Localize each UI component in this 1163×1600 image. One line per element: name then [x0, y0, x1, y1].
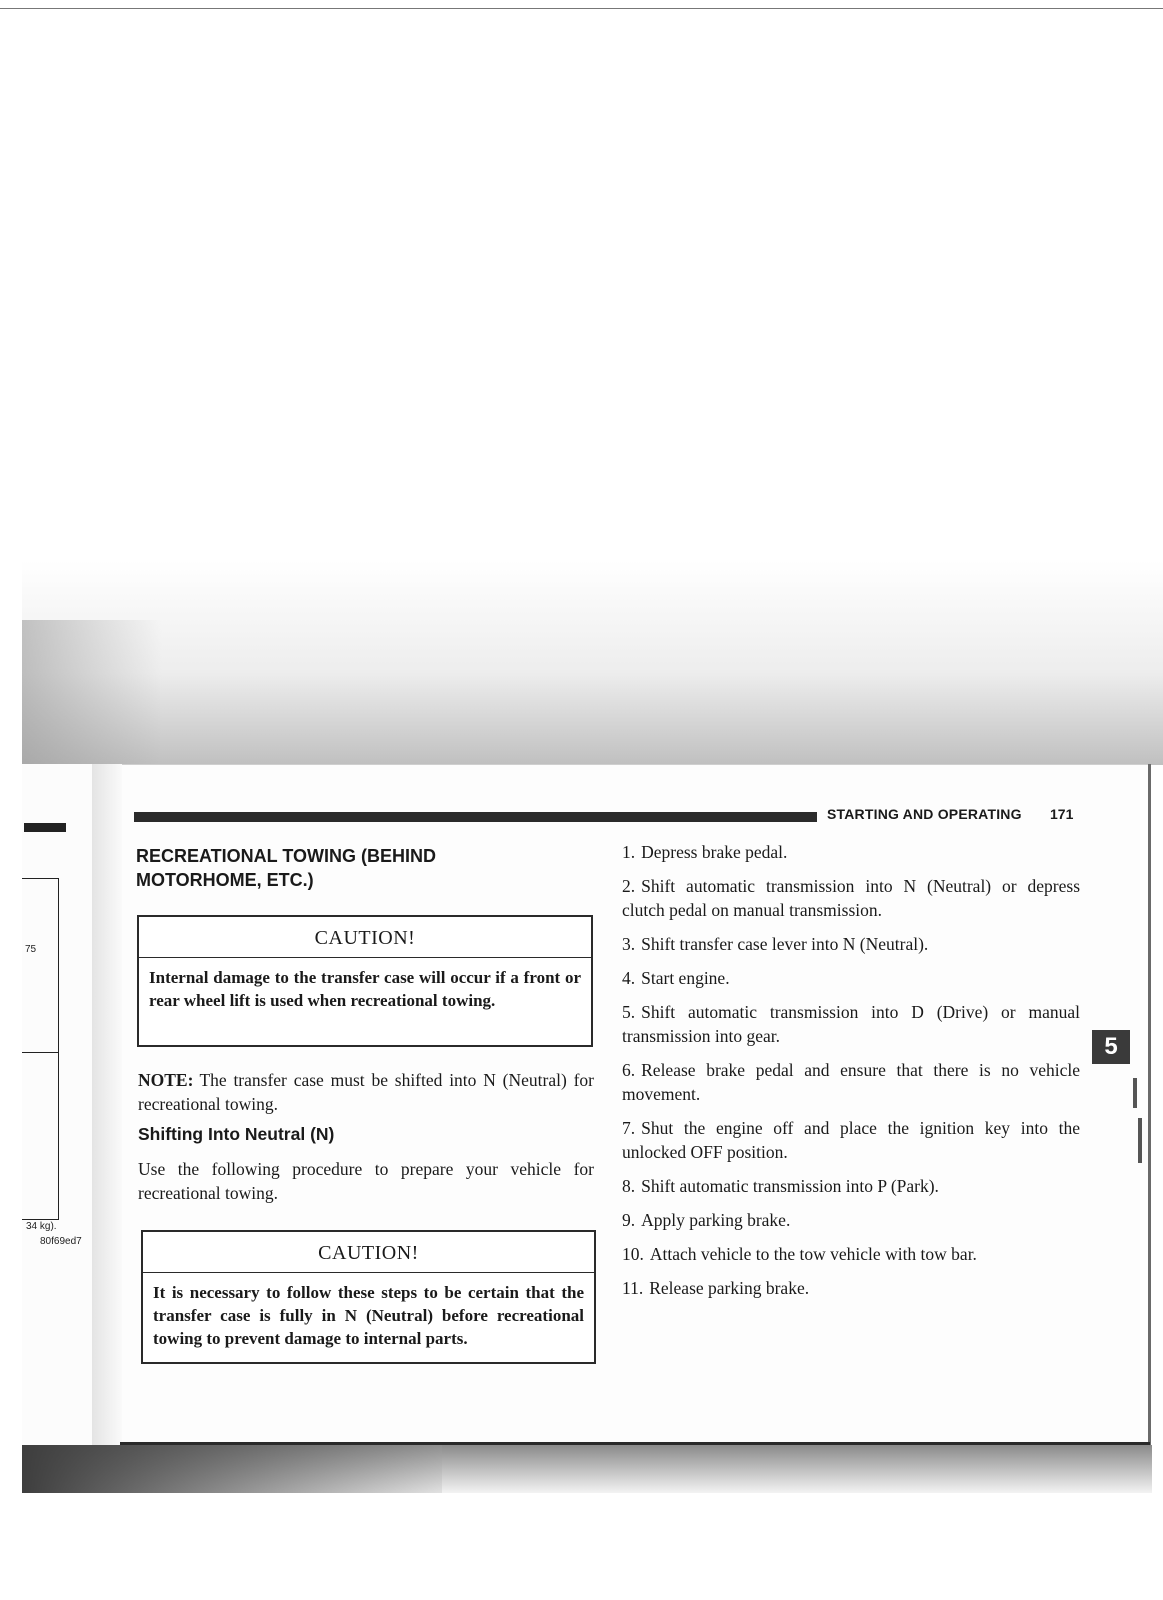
step-text: Shut the engine off and place the ignition key into the unlocked OFF position.: [622, 1118, 1080, 1162]
step-text: Release parking brake.: [649, 1278, 810, 1298]
step-number: 9.: [622, 1210, 636, 1230]
step-number: 1.: [622, 842, 636, 862]
scan-smudge: [1133, 1078, 1137, 1108]
previous-page-figure-line: [22, 1052, 58, 1053]
step-number: 7.: [622, 1118, 636, 1138]
step-text: Shift automatic transmission into P (Park).: [641, 1176, 939, 1196]
previous-page-header-bar: [24, 823, 66, 832]
procedure-steps-list: [622, 840, 1080, 1310]
step-text: Start engine.: [641, 968, 730, 988]
note-text: The transfer case must be shifted into N (Neutral) for recreational towing.: [138, 1070, 594, 1114]
chapter-tab: 5: [1092, 1030, 1130, 1064]
step-text: Release brake pedal and ensure that there is no vehicle movement.: [622, 1060, 1080, 1104]
step-number: 4.: [622, 968, 636, 988]
previous-page-unit-fragment: 34 kg).: [26, 1221, 57, 1232]
scan-shadow-left: [22, 620, 162, 765]
caution-text: Internal damage to the transfer case will occur if a front or rear wheel lift is used when recreational towing.: [149, 968, 581, 1010]
note-label: NOTE:: [138, 1070, 194, 1090]
scan-top-edge: [0, 8, 1163, 9]
previous-page-number-fragment: 75: [25, 944, 37, 955]
caution-box-steps: [141, 1230, 596, 1364]
step-text: Apply parking brake.: [641, 1210, 791, 1230]
previous-page-figure-frame: [22, 878, 59, 1220]
step-number: 11.: [622, 1278, 644, 1298]
step-number: 6.: [622, 1060, 636, 1080]
list-item: [622, 874, 1080, 922]
step-number: 10.: [622, 1244, 644, 1264]
scan-bottom-shadow-left: [22, 1445, 442, 1493]
list-item: [622, 1058, 1080, 1106]
page-header-section: STARTING AND OPERATING: [827, 806, 1022, 822]
list-item: [622, 932, 1080, 956]
list-item: [622, 1116, 1080, 1164]
step-number: 3.: [622, 934, 636, 954]
list-item: [622, 840, 1080, 864]
step-text: Shift automatic transmission into N (Neutral) or depress clutch pedal on manual transmission.: [622, 876, 1080, 920]
list-item: [622, 1208, 1080, 1232]
step-text: Depress brake pedal.: [641, 842, 788, 862]
list-item: [622, 1174, 1080, 1198]
caution-box-wheel-lift: [137, 915, 593, 1047]
caution-title: CAUTION!: [139, 917, 591, 958]
step-text: Attach vehicle to the tow vehicle with tow bar.: [649, 1244, 977, 1264]
step-number: 5.: [622, 1002, 636, 1022]
list-item: [622, 1242, 1080, 1266]
book-gutter: [92, 764, 122, 1450]
step-number: 2.: [622, 876, 636, 896]
step-number: 8.: [622, 1176, 636, 1196]
page-header-bar: [134, 812, 817, 822]
subheading-shifting-neutral: Shifting Into Neutral (N): [138, 1124, 335, 1144]
scan-shadow: [22, 560, 1163, 765]
list-item: [622, 1000, 1080, 1048]
procedure-intro: Use the following procedure to prepare your vehicle for recreational towing.: [138, 1159, 594, 1203]
caution-title: CAUTION!: [143, 1232, 594, 1273]
list-item: [622, 966, 1080, 990]
step-text: Shift automatic transmission into D (Drive) or manual transmission into gear.: [622, 1002, 1080, 1046]
previous-page-figure-code: 80f69ed7: [40, 1236, 82, 1247]
note-paragraph: [138, 1068, 594, 1116]
page-number: 171: [1050, 806, 1074, 822]
section-title: RECREATIONAL TOWING (BEHIND MOTORHOME, ETC.): [136, 846, 436, 890]
step-text: Shift transfer case lever into N (Neutral).: [641, 934, 929, 954]
list-item: [622, 1276, 1080, 1300]
caution-text: It is necessary to follow these steps to be certain that the transfer case is fully in N (Neutral) before recreational towing to prevent damage to internal parts.: [153, 1283, 584, 1348]
page-right-edge: [1148, 764, 1151, 1450]
scan-smudge: [1138, 1118, 1142, 1163]
